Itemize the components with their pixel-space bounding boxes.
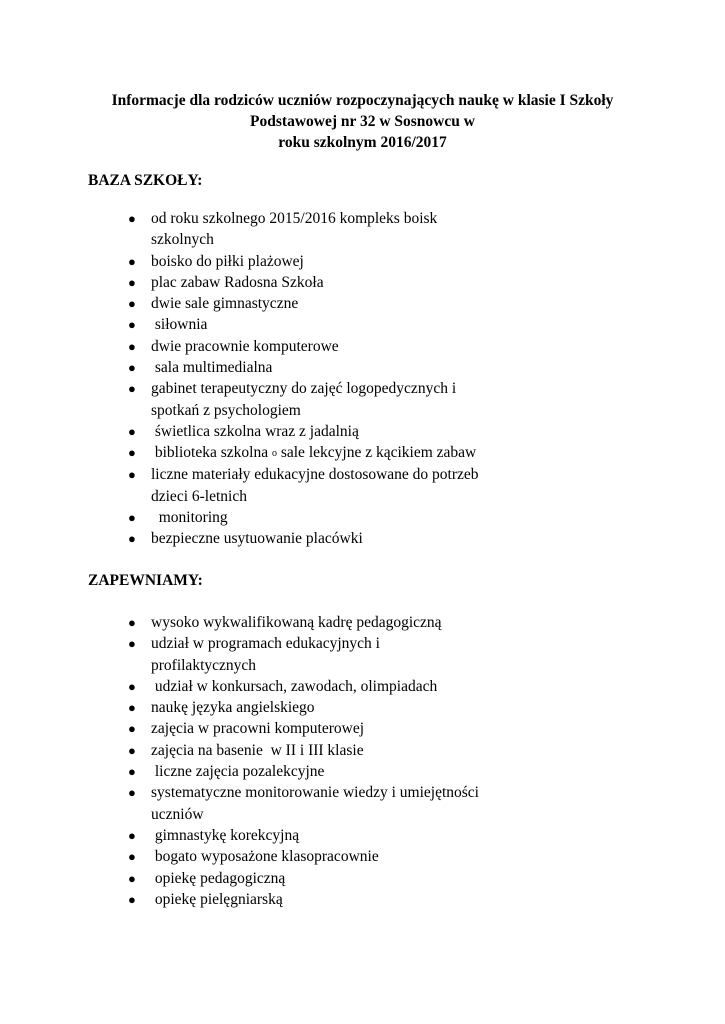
- bullet-icon: ●: [128, 700, 136, 716]
- list-item: ● zajęcia na basenie w II i III klasie: [0, 740, 496, 761]
- list-item: ● siłownia: [0, 314, 496, 335]
- zapewniamy-list: [0, 612, 725, 910]
- title-line-2: Podstawowej nr 32 w Sosnowcu w: [250, 113, 475, 130]
- list-item: ● opiekę pedagogiczną: [0, 868, 496, 889]
- bullet-icon: ●: [128, 827, 136, 843]
- list-item: ● wysoko wykwalifikowaną kadrę pedagogiczną: [0, 612, 496, 633]
- list-item: ● liczne zajęcia pozalekcyjne: [0, 761, 496, 782]
- list-item: ● bogato wyposażone klasopracownie: [0, 846, 496, 867]
- bullet-icon: ●: [128, 423, 136, 439]
- list-item: ● biblioteka szkolna o sale lekcyjne z kącikiem zabaw: [0, 442, 496, 464]
- bullet-icon: ●: [128, 531, 136, 547]
- bullet-icon: ●: [128, 253, 136, 269]
- bullet-icon: ●: [128, 849, 136, 865]
- list-item: ● gimnastykę korekcyjną: [0, 825, 496, 846]
- list-item: ● udział w programach edukacyjnych i profilaktycznych: [128, 635, 380, 674]
- list-item: ● liczne materiały edukacyjne dostosowane do potrzeb dzieci 6-letnich: [128, 466, 479, 505]
- list-item: ● sala multimedialna: [0, 357, 496, 378]
- title-line-1: Informacje dla rodziców uczniów rozpoczynających naukę w klasie I Szkoły: [111, 92, 614, 109]
- bullet-icon: ●: [128, 785, 136, 801]
- list-item: ● dwie pracownie komputerowe: [0, 336, 496, 357]
- bullet-icon: ●: [128, 211, 136, 226]
- bullet-icon: ●: [128, 274, 136, 290]
- bullet-icon: ●: [128, 338, 136, 354]
- list-item: ● zajęcia w pracowni komputerowej: [0, 718, 496, 739]
- baza-list: [0, 208, 725, 550]
- list-item: ● naukę języka angielskiego: [0, 697, 496, 718]
- bullet-icon: ●: [128, 678, 136, 694]
- bullet-icon: ●: [128, 296, 136, 312]
- bullet-icon: ●: [128, 891, 136, 907]
- bullet-icon: ●: [128, 381, 136, 397]
- list-item: ● od roku szkolnego 2015/2016 kompleks boisk szkolnych: [128, 210, 438, 249]
- circle-marker-icon: o: [271, 448, 277, 460]
- list-item: ● monitoring: [0, 507, 496, 528]
- bullet-icon: ●: [128, 467, 136, 483]
- list-item: ● plac zabaw Radosna Szkoła: [0, 272, 496, 293]
- bullet-icon: ●: [128, 764, 136, 780]
- baza-heading: BAZA SZKOŁY:: [88, 172, 203, 189]
- zapewniamy-heading: ZAPEWNIAMY:: [88, 572, 203, 589]
- bullet-icon: ●: [128, 445, 136, 461]
- bullet-icon: ●: [128, 509, 136, 525]
- bullet-icon: ●: [128, 742, 136, 758]
- bullet-icon: ●: [128, 615, 136, 630]
- bullet-icon: ●: [128, 870, 136, 886]
- bullet-icon: ●: [128, 636, 136, 652]
- list-item: ● gabinet terapeutyczny do zajęć logopedycznych i spotkań z psychologiem: [128, 380, 457, 419]
- title-line-3: roku szkolnym 2016/2017: [278, 134, 447, 151]
- list-item: ● udział w konkursach, zawodach, olimpiadach: [0, 676, 496, 697]
- bullet-icon: ●: [128, 721, 136, 737]
- list-item: ● systematyczne monitorowanie wiedzy i umiejętności uczniów: [128, 784, 479, 823]
- bullet-icon: ●: [128, 360, 136, 376]
- list-item: ● opiekę pielęgniarską: [0, 889, 496, 910]
- list-item: ● boisko do piłki plażowej: [0, 251, 496, 272]
- list-item: ● świetlica szkolna wraz z jadalnią: [0, 421, 496, 442]
- document-title: [0, 90, 725, 153]
- bullet-icon: ●: [128, 317, 136, 333]
- list-item: ● bezpieczne usytuowanie placówki: [0, 528, 496, 549]
- list-item: ● dwie sale gimnastyczne: [0, 293, 496, 314]
